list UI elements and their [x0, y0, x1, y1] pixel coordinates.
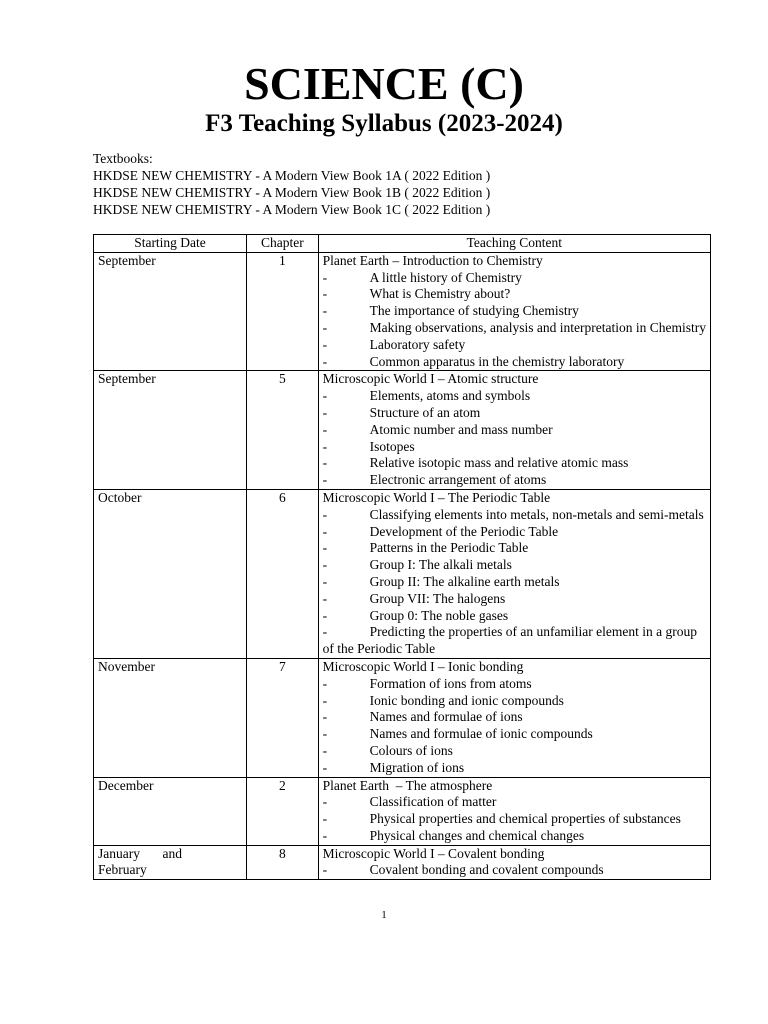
content-item-continuation: of the Periodic Table [322, 641, 436, 657]
row-start-date: September [94, 371, 247, 490]
content-item [323, 676, 706, 693]
bullet-dash: - [322, 353, 328, 369]
content-item-text: Colours of ions [369, 742, 453, 758]
bullet-dash: - [322, 388, 328, 404]
syllabus-table [93, 234, 711, 880]
bullet-dash: - [322, 404, 328, 420]
bullet-dash: - [322, 319, 328, 335]
start-date-word: and [162, 845, 182, 861]
bullet-dash: - [322, 557, 328, 573]
content-item [323, 472, 706, 489]
content-item [323, 337, 706, 354]
start-date-word: January [98, 845, 140, 861]
content-item [323, 693, 706, 710]
row-teaching-content [318, 777, 710, 845]
content-item [323, 405, 706, 422]
content-item [323, 270, 706, 287]
textbook-entry: HKDSE NEW CHEMISTRY - A Modern View Book 1C ( 2022 Edition ) [93, 202, 491, 217]
bullet-dash: - [322, 624, 328, 640]
row-start-date: September [94, 252, 247, 371]
content-item-text: Migration of ions [369, 759, 465, 775]
content-item-text: Classification of matter [369, 794, 497, 810]
document-subtitle: F3 Teaching Syllabus (2023-2024) [205, 110, 563, 137]
row-start-date [94, 845, 247, 880]
content-item-text: Covalent bonding and covalent compounds [369, 862, 604, 878]
row-topic: Microscopic World I – Atomic structure [322, 371, 539, 387]
table-row [94, 777, 711, 845]
content-item-text: Group II: The alkaline earth metals [369, 573, 560, 589]
bullet-dash: - [322, 540, 328, 556]
page-number: 1 [381, 909, 387, 921]
table-row [94, 252, 711, 371]
content-item-text: Names and formulae of ionic compounds [369, 726, 593, 742]
table-row [94, 845, 711, 880]
content-item [323, 354, 706, 371]
row-teaching-content [318, 252, 710, 371]
content-item [323, 828, 706, 845]
row-start-date: October [94, 489, 247, 658]
content-item-text: What is Chemistry about? [369, 286, 511, 302]
row-teaching-content [318, 658, 710, 777]
content-item [323, 524, 706, 541]
content-item [323, 760, 706, 777]
content-item-text: Formation of ions from atoms [369, 675, 532, 691]
table-row [94, 489, 711, 658]
content-item [323, 540, 706, 557]
bullet-dash: - [322, 862, 328, 878]
content-item-text: Predicting the properties of an unfamiliar element in a group [369, 624, 697, 640]
document-title: SCIENCE (C) [244, 58, 524, 109]
bullet-dash: - [322, 794, 328, 810]
content-item-text: Elements, atoms and symbols [369, 388, 531, 404]
row-teaching-content [318, 845, 710, 880]
content-item [323, 709, 706, 726]
bullet-dash: - [322, 472, 328, 488]
bullet-dash: - [322, 811, 328, 827]
row-start-date: November [94, 658, 247, 777]
row-start-date: December [94, 777, 247, 845]
content-item-text: Ionic bonding and ionic compounds [369, 692, 564, 708]
content-item-text: Group VII: The halogens [369, 590, 506, 606]
bullet-dash: - [322, 759, 328, 775]
content-item [323, 507, 706, 524]
content-item-text: Patterns in the Periodic Table [369, 540, 529, 556]
bullet-dash: - [322, 506, 328, 522]
bullet-dash: - [322, 455, 328, 471]
row-chapter: 2 [246, 777, 318, 845]
content-item [323, 811, 706, 828]
bullet-dash: - [322, 607, 328, 623]
content-item-text: Group I: The alkali metals [369, 557, 512, 573]
content-item [323, 862, 706, 879]
content-item-text: Relative isotopic mass and relative atomic mass [369, 455, 629, 471]
bullet-dash: - [322, 742, 328, 758]
start-date-line1 [98, 846, 182, 863]
content-item [323, 794, 706, 811]
bullet-dash: - [322, 692, 328, 708]
row-chapter: 8 [246, 845, 318, 880]
table-row [94, 658, 711, 777]
header-starting-date: Starting Date [94, 235, 247, 253]
content-item [323, 557, 706, 574]
row-topic: Planet Earth – Introduction to Chemistry [322, 252, 543, 268]
bullet-dash: - [322, 336, 328, 352]
bullet-dash: - [322, 303, 328, 319]
row-chapter: 6 [246, 489, 318, 658]
content-item [323, 439, 706, 456]
bullet-dash: - [322, 573, 328, 589]
row-topic: Microscopic World I – Covalent bonding [322, 845, 545, 861]
bullet-dash: - [322, 523, 328, 539]
header-teaching-content: Teaching Content [318, 235, 710, 253]
content-item-text: Atomic number and mass number [369, 421, 553, 437]
content-item-text: Structure of an atom [369, 404, 481, 420]
content-item [323, 388, 706, 405]
textbooks-label: Textbooks: [93, 151, 153, 166]
bullet-dash: - [322, 421, 328, 437]
bullet-dash: - [322, 269, 328, 285]
content-item [323, 743, 706, 760]
content-item-text: Development of the Periodic Table [369, 523, 559, 539]
content-item-text: Making observations, analysis and interpretation in Chemistry [369, 319, 706, 335]
bullet-dash: - [322, 675, 328, 691]
content-item [323, 624, 706, 641]
table-header-row [94, 235, 711, 253]
bullet-dash: - [322, 827, 328, 843]
start-date-line2: February [98, 862, 147, 878]
table-row [94, 371, 711, 490]
content-item [323, 320, 706, 337]
content-item-text: Classifying elements into metals, non-metals and semi-metals [369, 506, 704, 522]
content-item [323, 455, 706, 472]
row-teaching-content [318, 371, 710, 490]
content-item [323, 574, 706, 591]
content-item-text: Physical properties and chemical properties of substances [369, 811, 681, 827]
content-item-text: Isotopes [369, 438, 415, 454]
content-item [323, 286, 706, 303]
row-chapter: 5 [246, 371, 318, 490]
row-topic: Microscopic World I – Ionic bonding [322, 658, 524, 674]
textbook-entry: HKDSE NEW CHEMISTRY - A Modern View Book 1A ( 2022 Edition ) [93, 168, 491, 183]
content-item [323, 726, 706, 743]
content-item-text: Names and formulae of ions [369, 709, 523, 725]
row-chapter: 7 [246, 658, 318, 777]
content-item-text: Group 0: The noble gases [369, 607, 509, 623]
content-item-text: The importance of studying Chemistry [369, 303, 579, 319]
bullet-dash: - [322, 286, 328, 302]
content-item-text: Electronic arrangement of atoms [369, 472, 547, 488]
textbook-entry: HKDSE NEW CHEMISTRY - A Modern View Book 1B ( 2022 Edition ) [93, 185, 491, 200]
bullet-dash: - [322, 438, 328, 454]
content-item [323, 422, 706, 439]
content-item-text: Physical changes and chemical changes [369, 827, 585, 843]
content-item [323, 303, 706, 320]
content-item [323, 608, 706, 625]
row-teaching-content [318, 489, 710, 658]
row-topic: Microscopic World I – The Periodic Table [322, 489, 551, 505]
bullet-dash: - [322, 590, 328, 606]
content-item [323, 591, 706, 608]
bullet-dash: - [322, 709, 328, 725]
content-item-text: Laboratory safety [369, 336, 466, 352]
header-chapter: Chapter [246, 235, 318, 253]
content-item-text: A little history of Chemistry [369, 269, 522, 285]
textbooks-section [93, 150, 490, 218]
content-item-text: Common apparatus in the chemistry laboratory [369, 353, 625, 369]
row-chapter: 1 [246, 252, 318, 371]
row-topic: Planet Earth – The atmosphere [322, 777, 493, 793]
bullet-dash: - [322, 726, 328, 742]
